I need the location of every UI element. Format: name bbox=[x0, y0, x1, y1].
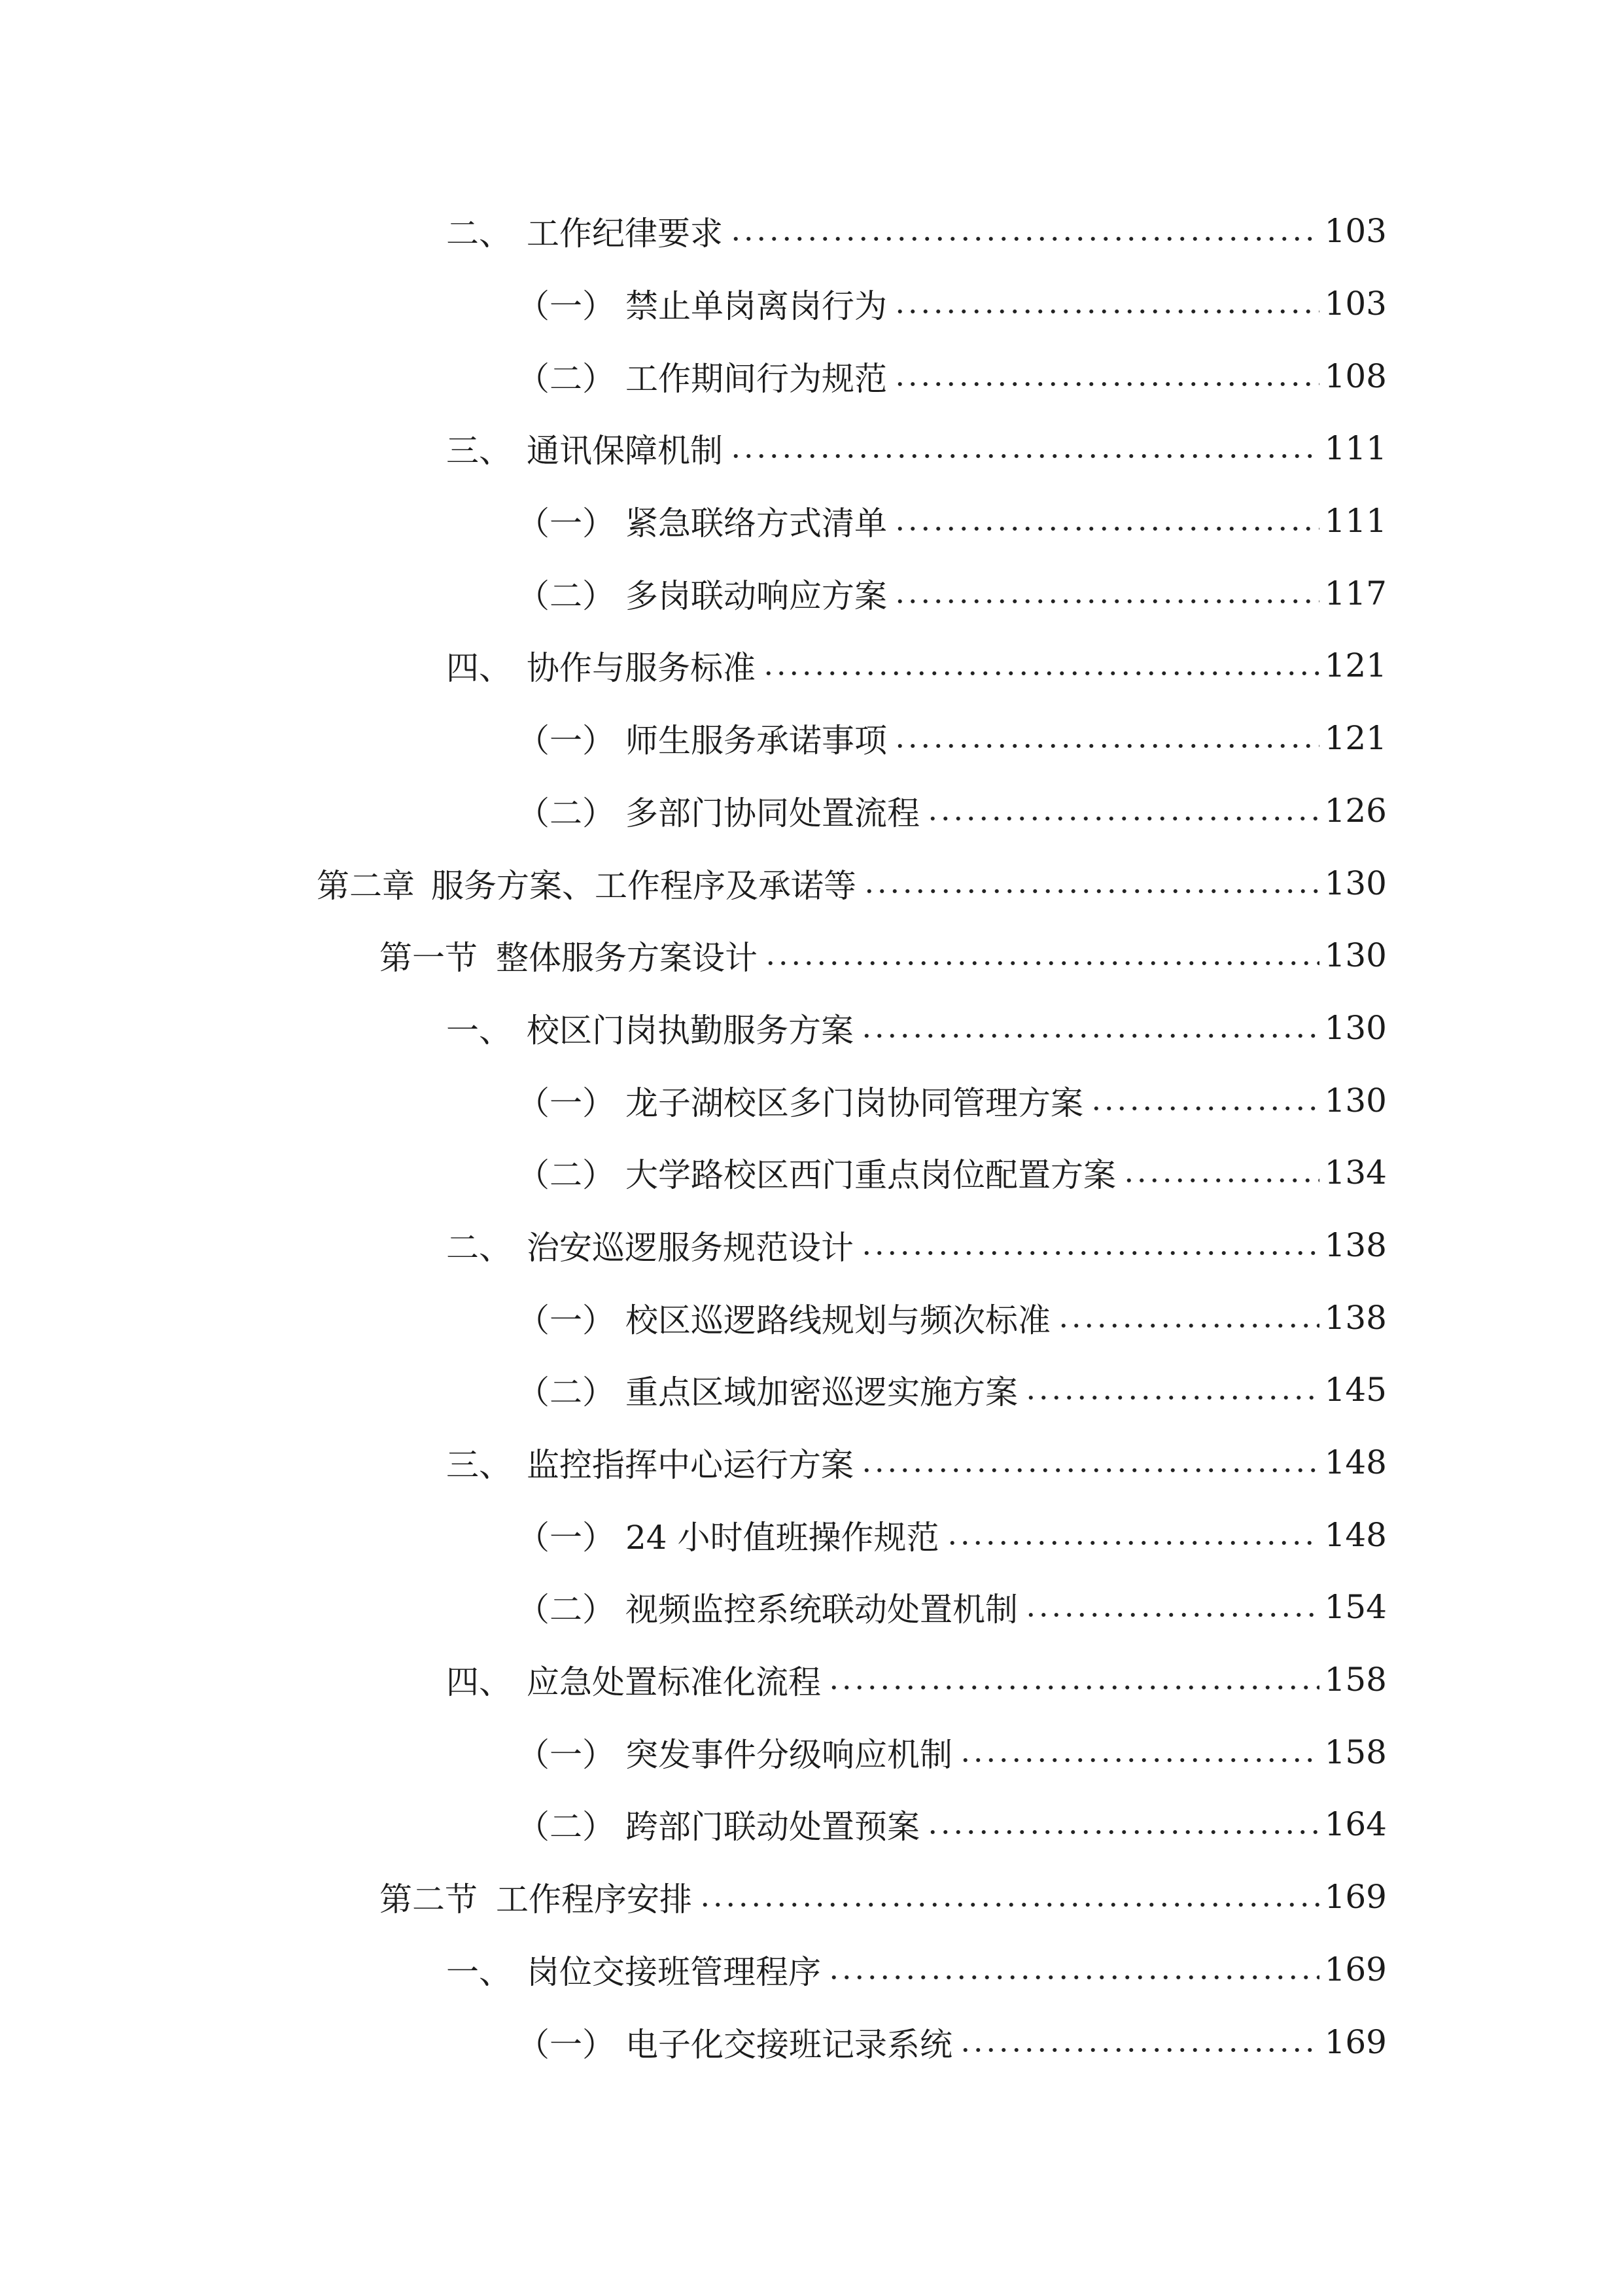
dot-leader bbox=[825, 1934, 1319, 2005]
toc-entry-title: 禁止单岗离岗行为 bbox=[625, 287, 887, 326]
toc-entry bbox=[0, 1281, 1387, 1354]
toc-entry bbox=[0, 557, 1387, 629]
table-of-contents bbox=[0, 195, 1387, 2078]
toc-entry bbox=[0, 1354, 1387, 1426]
toc-entry-number: （一） bbox=[517, 287, 615, 326]
dot-leader bbox=[858, 992, 1319, 1064]
toc-entry-page: 134 bbox=[1324, 1154, 1387, 1192]
toc-entry-number: （二） bbox=[517, 576, 615, 615]
toc-entry bbox=[0, 1788, 1387, 1861]
toc-entry-page: 126 bbox=[1324, 791, 1387, 830]
toc-entry-page: 169 bbox=[1324, 1878, 1387, 1916]
toc-entry-number: （一） bbox=[517, 1518, 615, 1557]
toc-entry-title: 大学路校区西门重点岗位配置方案 bbox=[625, 1156, 1116, 1195]
dot-leader bbox=[891, 268, 1319, 340]
dot-leader bbox=[943, 1499, 1319, 1571]
toc-entry-page: 154 bbox=[1324, 1588, 1387, 1627]
toc-entry-number: （二） bbox=[517, 359, 615, 398]
toc-entry-page: 117 bbox=[1324, 574, 1387, 612]
toc-entry-page: 138 bbox=[1324, 1298, 1387, 1337]
toc-entry-number: 四、 bbox=[446, 649, 512, 688]
toc-entry-number: 一、 bbox=[446, 1011, 512, 1050]
dot-leader bbox=[759, 629, 1319, 701]
toc-entry bbox=[0, 1716, 1387, 1788]
toc-entry-page: 148 bbox=[1324, 1515, 1387, 1554]
toc-entry-title: 治安巡逻服务规范设计 bbox=[527, 1228, 854, 1267]
dot-leader bbox=[924, 1788, 1319, 1860]
toc-entry-title: 工作期间行为规范 bbox=[625, 359, 887, 398]
toc-entry bbox=[0, 775, 1387, 847]
toc-entry-page: 148 bbox=[1324, 1443, 1387, 1482]
toc-entry-number: （二） bbox=[517, 1156, 615, 1195]
toc-entry-number: （二） bbox=[517, 1373, 615, 1412]
dot-leader bbox=[727, 412, 1319, 484]
toc-entry-page: 145 bbox=[1324, 1371, 1387, 1409]
dot-leader bbox=[1087, 1065, 1319, 1137]
toc-entry-number: 二、 bbox=[446, 1228, 512, 1267]
toc-entry bbox=[0, 629, 1387, 702]
toc-entry-page: 121 bbox=[1324, 719, 1387, 758]
toc-section-entry bbox=[0, 919, 1387, 992]
toc-entry bbox=[0, 195, 1387, 268]
toc-entry bbox=[0, 1064, 1387, 1137]
toc-entry bbox=[0, 702, 1387, 775]
toc-entry bbox=[0, 1571, 1387, 1644]
toc-entry bbox=[0, 1426, 1387, 1499]
toc-entry-page: 121 bbox=[1324, 646, 1387, 685]
dot-leader bbox=[696, 1861, 1319, 1933]
toc-entry-page: 169 bbox=[1324, 1950, 1387, 1988]
toc-entry bbox=[0, 1209, 1387, 1282]
dot-leader bbox=[891, 485, 1319, 557]
toc-entry-number: 三、 bbox=[446, 1446, 512, 1485]
dot-leader bbox=[761, 919, 1319, 991]
toc-entry-title: 电子化交接班记录系统 bbox=[625, 2025, 952, 2064]
toc-entry-number: 第二节 bbox=[379, 1881, 478, 1919]
toc-entry-number: （一） bbox=[517, 2025, 615, 2064]
dot-leader bbox=[891, 702, 1319, 774]
toc-entry-title: 通讯保障机制 bbox=[527, 432, 723, 470]
toc-entry-title: 重点区域加密巡逻实施方案 bbox=[625, 1373, 1018, 1412]
toc-chapter-entry bbox=[0, 847, 1387, 919]
toc-entry-title: 多部门协同处置流程 bbox=[625, 794, 920, 832]
toc-entry-page: 169 bbox=[1324, 2022, 1387, 2061]
dot-leader bbox=[1022, 1571, 1319, 1643]
dot-leader bbox=[1055, 1282, 1319, 1354]
toc-entry-title: 工作纪律要求 bbox=[527, 215, 723, 253]
toc-entry-title: 紧急联络方式清单 bbox=[625, 504, 887, 543]
toc-entry-title: 工作程序安排 bbox=[496, 1881, 692, 1919]
toc-entry-number: （二） bbox=[517, 794, 615, 832]
toc-entry-title: 校区门岗执勤服务方案 bbox=[527, 1011, 854, 1050]
dot-leader bbox=[727, 195, 1319, 267]
toc-entry-number: （一） bbox=[517, 1301, 615, 1339]
dot-leader bbox=[891, 557, 1319, 629]
toc-entry-page: 111 bbox=[1324, 502, 1387, 540]
toc-entry-page: 103 bbox=[1324, 285, 1387, 323]
toc-entry-page: 130 bbox=[1324, 864, 1387, 902]
toc-entry bbox=[0, 1498, 1387, 1571]
toc-entry-page: 164 bbox=[1324, 1805, 1387, 1844]
toc-entry-page: 103 bbox=[1324, 212, 1387, 251]
toc-entry-title: 龙子湖校区多门岗协同管理方案 bbox=[625, 1084, 1083, 1122]
toc-entry-page: 158 bbox=[1324, 1661, 1387, 1699]
dot-leader bbox=[1022, 1354, 1319, 1426]
toc-entry-title: 应急处置标准化流程 bbox=[527, 1663, 821, 1702]
toc-entry-title: 跨部门联动处置预案 bbox=[625, 1808, 920, 1846]
toc-entry-title: 服务方案、工作程序及承诺等 bbox=[431, 866, 856, 905]
toc-entry-page: 130 bbox=[1324, 1081, 1387, 1120]
toc-entry-title: 24 小时值班操作规范 bbox=[625, 1518, 939, 1557]
toc-entry-number: 二、 bbox=[446, 215, 512, 253]
dot-leader bbox=[858, 1426, 1319, 1498]
toc-entry-number: 第一节 bbox=[379, 939, 478, 978]
dot-leader bbox=[858, 1209, 1319, 1281]
toc-entry-page: 130 bbox=[1324, 936, 1387, 975]
toc-entry-page: 108 bbox=[1324, 357, 1387, 395]
dot-leader bbox=[924, 775, 1319, 847]
dot-leader bbox=[891, 340, 1319, 412]
toc-entry bbox=[0, 1644, 1387, 1716]
toc-entry-title: 岗位交接班管理程序 bbox=[527, 1952, 821, 1991]
toc-entry-number: 一、 bbox=[446, 1952, 512, 1991]
toc-entry-number: （二） bbox=[517, 1591, 615, 1629]
toc-entry-number: （二） bbox=[517, 1808, 615, 1846]
toc-entry-number: 四、 bbox=[446, 1663, 512, 1702]
toc-entry-number: 三、 bbox=[446, 432, 512, 470]
toc-entry-page: 130 bbox=[1324, 1008, 1387, 1047]
toc-entry-title: 协作与服务标准 bbox=[527, 649, 756, 688]
toc-entry bbox=[0, 412, 1387, 485]
dot-leader bbox=[956, 2006, 1319, 2078]
toc-entry-number: （一） bbox=[517, 1735, 615, 1774]
toc-entry-title: 校区巡逻路线规划与频次标准 bbox=[625, 1301, 1051, 1339]
toc-entry-title: 突发事件分级响应机制 bbox=[625, 1735, 952, 1774]
toc-entry-number: （一） bbox=[517, 504, 615, 543]
toc-entry bbox=[0, 340, 1387, 412]
toc-entry bbox=[0, 1934, 1387, 2006]
toc-entry-page: 138 bbox=[1324, 1226, 1387, 1264]
toc-entry bbox=[0, 1137, 1387, 1209]
toc-entry-title: 视频监控系统联动处置机制 bbox=[625, 1591, 1018, 1629]
toc-entry-title: 整体服务方案设计 bbox=[496, 939, 758, 978]
dot-leader bbox=[860, 847, 1319, 919]
dot-leader bbox=[825, 1644, 1319, 1716]
toc-entry-page: 158 bbox=[1324, 1733, 1387, 1771]
toc-entry-title: 多岗联动响应方案 bbox=[625, 576, 887, 615]
toc-entry bbox=[0, 992, 1387, 1065]
toc-entry bbox=[0, 2005, 1387, 2078]
toc-entry bbox=[0, 268, 1387, 340]
toc-entry-number: （一） bbox=[517, 722, 615, 760]
toc-entry-title: 监控指挥中心运行方案 bbox=[527, 1446, 854, 1485]
toc-entry-title: 师生服务承诺事项 bbox=[625, 722, 887, 760]
toc-entry-number: （一） bbox=[517, 1084, 615, 1122]
dot-leader bbox=[1120, 1137, 1319, 1209]
toc-entry-page: 111 bbox=[1324, 429, 1387, 468]
toc-section-entry bbox=[0, 1861, 1387, 1934]
toc-entry-number: 第二章 bbox=[317, 866, 415, 905]
toc-entry bbox=[0, 485, 1387, 557]
dot-leader bbox=[956, 1716, 1319, 1788]
